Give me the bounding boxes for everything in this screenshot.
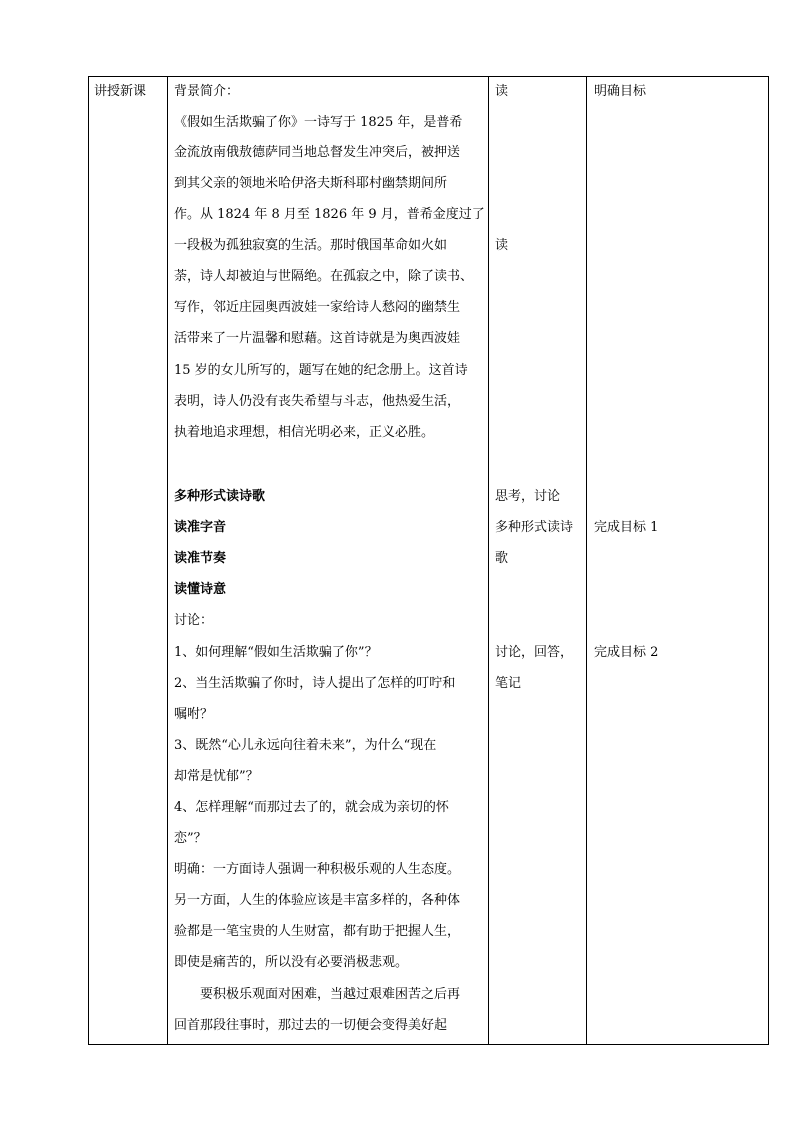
activity-think: 思考，讨论 — [495, 489, 561, 504]
bold-heading: 多种形式读诗歌 — [174, 489, 266, 504]
goal-label: 完成目标 2 — [594, 645, 659, 660]
background-line: 荼，诗人却被迫与世隔绝。在孤寂之中，除了读书、 — [174, 269, 474, 284]
background-line: 一段极为孤独寂寞的生活。那时俄国革命如火如 — [174, 238, 448, 253]
answer-line: 回首那段往事时，那过去的一切便会变得美好起 — [174, 1018, 448, 1033]
question-2: 2、当生活欺骗了你时，诗人提出了怎样的叮咛和 — [174, 676, 456, 691]
activity-think: 歌 — [495, 551, 509, 566]
background-line: 执着地追求理想，相信光明必来，正义必胜。 — [174, 425, 435, 440]
table-left-border — [88, 76, 89, 1045]
answer-line: 另一方面，人生的体验应该是丰富多样的，各种体 — [174, 893, 461, 908]
question-3-cont: 却常是忧郁”？ — [174, 769, 259, 784]
answer-line: 即使是痛苦的，所以没有必要消极悲观。 — [174, 955, 409, 970]
table-bottom-border — [88, 1044, 769, 1045]
background-line: 活带来了一片温馨和慰藉。这首诗就是为奥西波娃 — [174, 331, 461, 346]
question-2-cont: 嘱咐？ — [174, 707, 214, 722]
background-line: 到其父亲的领地米哈伊洛夫斯科耶村幽禁期间所 — [174, 176, 448, 191]
background-title: 背景简介： — [174, 84, 240, 99]
table-right-border — [768, 76, 769, 1045]
answer-line: 验都是一笔宝贵的人生财富，都有助于把握人生， — [174, 924, 461, 939]
background-line: 15 岁的女儿所写的，题写在她的纪念册上。这首诗 — [174, 363, 468, 378]
activity-think: 多种形式读诗 — [495, 520, 574, 535]
bold-heading: 读懂诗意 — [174, 582, 227, 597]
bold-heading: 读准字音 — [174, 520, 227, 535]
answer-line: 要积极乐观面对困难，当越过艰难困苦之后再 — [174, 987, 461, 1002]
table-divider-1 — [167, 76, 168, 1045]
table-top-border — [88, 76, 769, 77]
activity-discuss: 笔记 — [495, 676, 522, 691]
question-1: 1、如何理解“假如生活欺骗了你”？ — [174, 645, 378, 660]
table-divider-2 — [488, 76, 489, 1045]
bold-heading: 读准节奏 — [174, 551, 227, 566]
question-4: 4、怎样理解“而那过去了的，就会成为亲切的怀 — [174, 800, 449, 815]
section-label: 讲授新课 — [94, 84, 147, 99]
answer-line: 明确：一方面诗人强调一种积极乐观的人生态度。 — [174, 862, 461, 877]
table-divider-3 — [586, 76, 587, 1045]
activity-discuss: 讨论，回答， — [495, 645, 574, 660]
goal-label: 完成目标 1 — [594, 520, 659, 535]
activity-read: 读 — [495, 84, 509, 99]
background-line: 《假如生活欺骗了你》一诗写于 1825 年，是普希 — [174, 115, 463, 130]
background-line: 表明，诗人仍没有丧失希望与斗志，他热爱生活， — [174, 394, 461, 409]
discussion-label: 讨论： — [174, 613, 214, 628]
question-3: 3、既然“心儿永远向往着未来”，为什么“现在 — [174, 738, 437, 753]
background-line: 作。从 1824 年 8 月至 1826 年 9 月，普希金度过了 — [174, 207, 485, 222]
background-line: 写作，邻近庄园奥西波娃一家给诗人愁闷的幽禁生 — [174, 300, 461, 315]
question-4-cont: 恋”？ — [174, 831, 207, 846]
activity-read: 读 — [495, 238, 509, 253]
goal-label: 明确目标 — [594, 84, 647, 99]
background-line: 金流放南俄敖德萨同当地总督发生冲突后，被押送 — [174, 145, 461, 160]
